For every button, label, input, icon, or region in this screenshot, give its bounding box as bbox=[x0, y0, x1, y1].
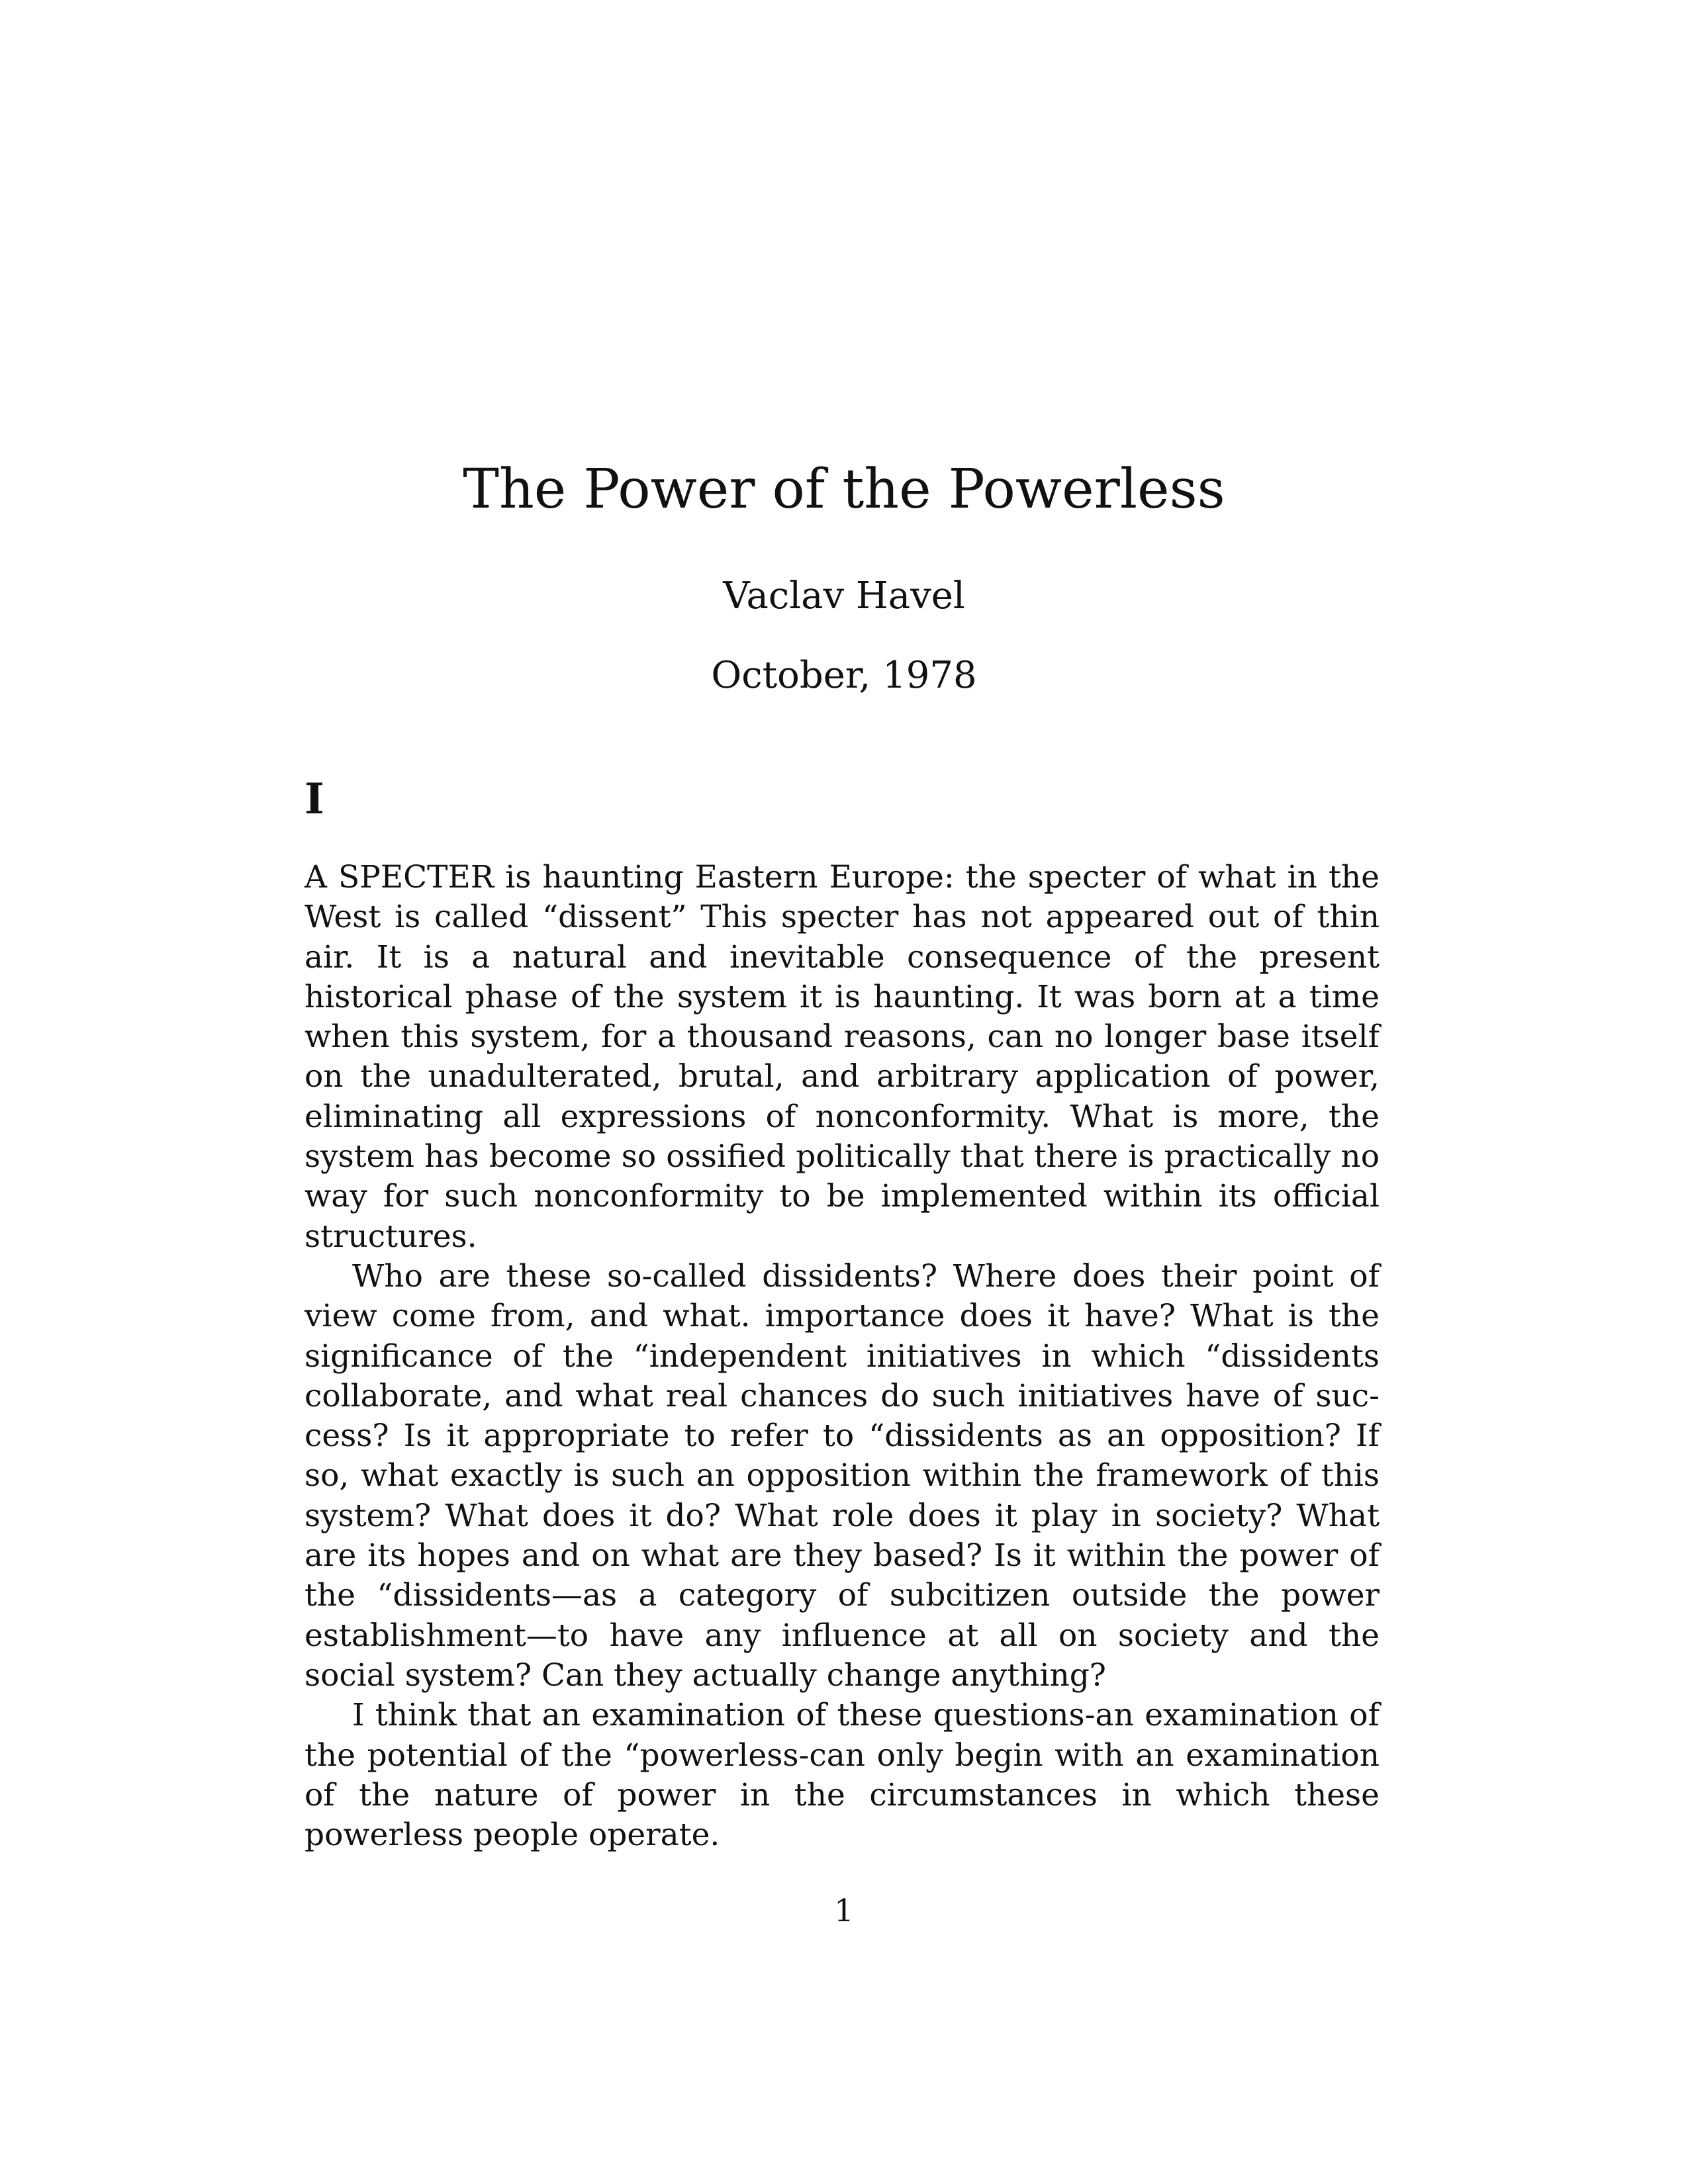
document-title: The Power of the Powerless bbox=[463, 458, 1225, 521]
paragraph-1: A SPECTER is haunting Eastern Europe: the specter of what in the West is called “dissent” This specter has not appeared out of thin air. It is a natural and inevitable consequence of the present historical phase of the system it is haunting. It was born at a time when this system, for a thousand reasons, can no longer base itself on the unadulterated, brutal, and arbitrary application of power, eliminating all expressions of nonconformity. What is more, the system has become so ossified politically that there is practically no way for such nonconformity to be implemented within its official structures. bbox=[305, 859, 1380, 1255]
paragraph-2: Who are these so-called dissidents? Where does their point of view come from, and what. importance does it have? What is the significance of the “independent initiatives in which “dissidents collaborate, and what real chances do such initiatives have of success? Is it appropriate to refer to “dissidents as an opposition? If so, what exactly is such an opposition within the framework of this system? What does it do? What role does it play in society? What are its hopes and on what are they based? Is it within the power of the “dissidents—as a category of subcitizen outside the power establishment—to have any influence at all on society and the social system? Can they actually change anything? bbox=[305, 1257, 1380, 1694]
document-date: October, 1978 bbox=[711, 654, 977, 697]
document-author: Vaclav Havel bbox=[723, 574, 965, 617]
paragraph-3: I think that an examination of these questions-an examination of the potential of the “powerless-can only begin with an examination of the nature of power in the circumstances in which these powerless people operate. bbox=[305, 1697, 1380, 1854]
body-text bbox=[305, 858, 1380, 1855]
section-heading: I bbox=[305, 774, 324, 824]
page-number: 1 bbox=[834, 1893, 854, 1929]
